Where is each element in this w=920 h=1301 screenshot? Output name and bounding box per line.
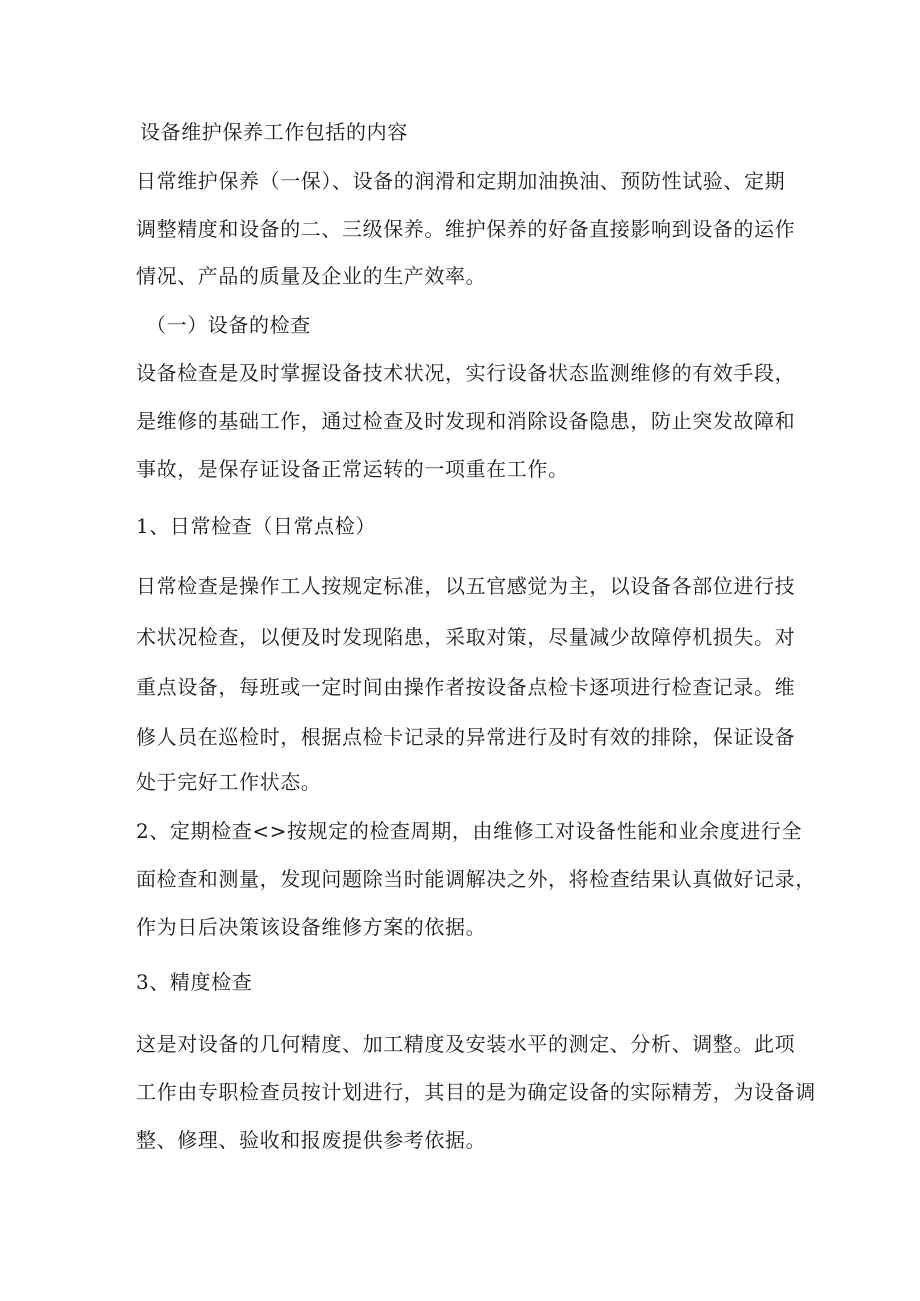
intro-line: 情况、产品的质量及企业的生产效率。: [136, 264, 487, 288]
section-body-line: 事故，是保存证设备正常运转的一项重在工作。: [136, 457, 569, 481]
section-body-line: 是维修的基础工作，通过检查及时发现和消除设备隐患，防止突发故障和: [136, 409, 796, 433]
item-body-line: 处于完好工作状态。: [136, 770, 322, 794]
item-body-line: 日常检查是操作工人按规定标准，以五官感觉为主，以设备各部位进行技: [136, 574, 796, 598]
item-heading: 3、精度检查: [136, 970, 253, 994]
item-body-line: 修人员在巡检时，根据点检卡记录的异常进行及时有效的排除，保证设备: [136, 725, 796, 749]
intro-line: 调整精度和设备的二、三级保养。维护保养的好备直接影响到设备的运作: [136, 217, 796, 241]
item-body-line: 作为日后决策该设备维修方案的依据。: [136, 915, 487, 939]
item-body-line: 整、修理、验收和报废提供参考依据。: [136, 1128, 487, 1152]
document-title: 设备维护保养工作包括的内容: [140, 120, 408, 144]
section-heading: （一）设备的检查: [146, 313, 311, 337]
item-body-line: 重点设备，每班或一定时间由操作者按设备点检卡逐项进行检查记录。维: [136, 675, 796, 699]
item-body-line: 2、定期检查<>按规定的检查周期，由维修工对设备性能和业余度进行全: [136, 819, 803, 843]
item-heading: 1、日常检查（日常点检）: [136, 514, 376, 538]
item-body-line: 这是对设备的几何精度、加工精度及安装水平的测定、分析、调整。此项: [136, 1032, 796, 1056]
item-body-line: 面检查和测量，发现问题除当时能调解决之外，将检查结果认真做好记录，: [136, 867, 816, 891]
section-body-line: 设备检查是及时掌握设备技术状况，实行设备状态监测维修的有效手段，: [136, 361, 796, 385]
item-body-line: 工作由专职检查员按计划进行，其目的是为确定设备的实际精芳，为设备调: [136, 1080, 816, 1104]
intro-line: 日常维护保养（一保）、设备的润滑和定期加油换油、预防性试验、定期: [136, 169, 786, 193]
item-body-line: 术状况检查，以便及时发现陷患，采取对策，尽量减少故障停机损失。对: [136, 625, 796, 649]
